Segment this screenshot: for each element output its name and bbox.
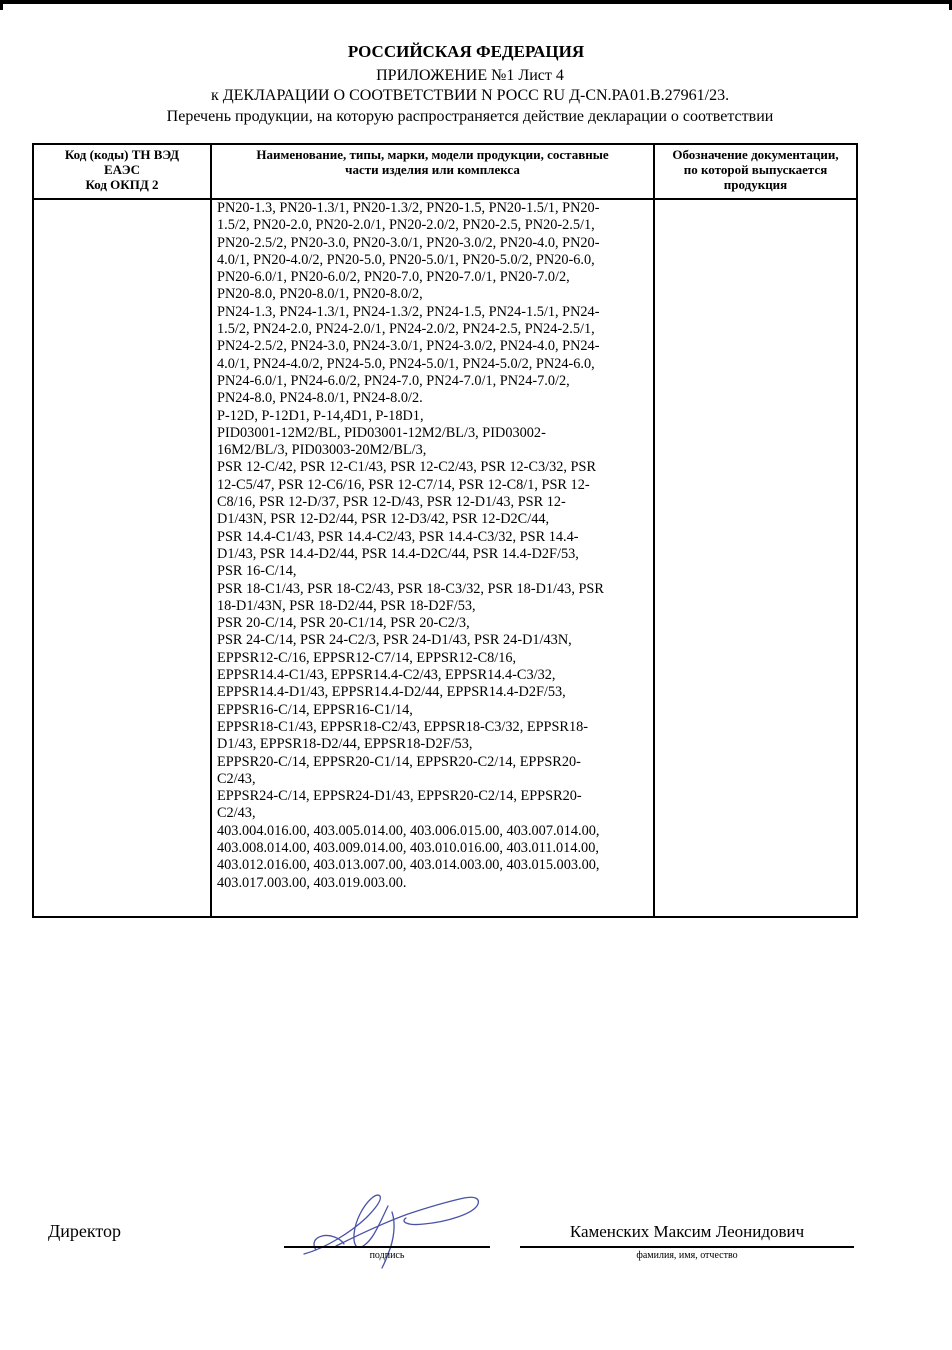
page-top-border bbox=[0, 0, 952, 4]
product-line: 403.008.014.00, 403.009.014.00, 403.010.016.00, 403.011.014.00, bbox=[217, 839, 599, 856]
product-line: PN24-2.5/2, PN24-3.0, PN24-3.0/1, PN24-3.0/2, PN24-4.0, PN24- bbox=[217, 338, 600, 355]
product-line: EPPSR12-C/16, EPPSR12-C7/14, EPPSR12-C8/16, bbox=[217, 649, 517, 666]
signature-caption: подпись bbox=[369, 1250, 405, 1261]
name-caption: фамилия, имя, отчество bbox=[636, 1250, 738, 1261]
header-code bbox=[33, 144, 211, 199]
header-products-line: Наименование, типы, марки, модели продукции, составные bbox=[256, 147, 609, 162]
header-documentation bbox=[654, 144, 857, 199]
product-line: 18-D1/43N, PSR 18-D2/44, PSR 18-D2F/53, bbox=[217, 597, 476, 614]
signer-name: Каменских Максим Леонидович bbox=[569, 1222, 805, 1241]
product-line: 4.0/1, PN20-4.0/2, PN20-5.0, PN20-5.0/1, PN20-5.0/2, PN20-6.0, bbox=[217, 251, 595, 268]
products-cell bbox=[211, 199, 654, 917]
appendix-title: ПРИЛОЖЕНИЕ №1 Лист 4 bbox=[376, 67, 564, 84]
header-documentation-line: по которой выпускается bbox=[683, 162, 828, 177]
list-title: Перечень продукции, на которую распространяется действие декларации о соответствии bbox=[166, 108, 774, 125]
documentation-cell bbox=[654, 199, 857, 917]
header-code-line: Код ОКПД 2 bbox=[85, 177, 159, 192]
header-documentation-line: продукция bbox=[723, 177, 788, 192]
product-line: PSR 18-C1/43, PSR 18-C2/43, PSR 18-C3/32, PSR 18-D1/43, PSR bbox=[217, 580, 604, 597]
product-line: 1.5/2, PN20-2.0, PN20-2.0/1, PN20-2.0/2, PN20-2.5, PN20-2.5/1, bbox=[217, 217, 595, 234]
name-line bbox=[520, 1246, 854, 1248]
product-line: PSR 12-C/42, PSR 12-C1/43, PSR 12-C2/43, PSR 12-C3/32, PSR bbox=[217, 459, 596, 476]
product-line: EPPSR24-C/14, EPPSR24-D1/43, EPPSR20-C2/14, EPPSR20- bbox=[217, 788, 582, 805]
table-row bbox=[33, 199, 857, 917]
product-line: 4.0/1, PN24-4.0/2, PN24-5.0, PN24-5.0/1, PN24-5.0/2, PN24-6.0, bbox=[217, 355, 595, 372]
country-heading: РОССИЙСКАЯ ФЕДЕРАЦИЯ bbox=[347, 42, 585, 61]
product-line: EPPSR18-C1/43, EPPSR18-C2/43, EPPSR18-C3/32, EPPSR18- bbox=[217, 718, 589, 735]
product-line: 403.012.016.00, 403.013.007.00, 403.014.003.00, 403.015.003.00, bbox=[217, 857, 600, 874]
product-line: EPPSR20-C/14, EPPSR20-C1/14, EPPSR20-C2/14, EPPSR20- bbox=[217, 753, 581, 770]
product-line: PN24-8.0, PN24-8.0/1, PN24-8.0/2. bbox=[217, 390, 423, 407]
table-header-row bbox=[33, 144, 857, 199]
product-line: D1/43, EPPSR18-D2/44, EPPSR18-D2F/53, bbox=[217, 736, 473, 753]
product-line: EPPSR16-C/14, EPPSR16-C1/14, bbox=[217, 701, 413, 718]
product-line: PSR 16-C/14, bbox=[217, 563, 297, 580]
signer-role: Директор bbox=[48, 1221, 122, 1241]
header-documentation-line: Обозначение документации, bbox=[672, 147, 839, 162]
header-products-line: части изделия или комплекса bbox=[345, 162, 520, 177]
product-line: D1/43, PSR 14.4-D2/44, PSR 14.4-D2C/44, PSR 14.4-D2F/53, bbox=[217, 545, 579, 562]
header-code-line: Код (коды) ТН ВЭД bbox=[64, 147, 180, 162]
product-line: PN24-1.3, PN24-1.3/1, PN24-1.3/2, PN24-1.5, PN24-1.5/1, PN24- bbox=[217, 303, 600, 320]
header-products bbox=[211, 144, 654, 199]
product-line: PSR 24-C/14, PSR 24-C2/3, PSR 24-D1/43, PSR 24-D1/43N, bbox=[217, 632, 572, 649]
product-line: PSR 14.4-C1/43, PSR 14.4-C2/43, PSR 14.4-C3/32, PSR 14.4- bbox=[217, 528, 579, 545]
product-line: EPPSR14.4-C1/43, EPPSR14.4-C2/43, EPPSR14.4-C3/32, bbox=[217, 667, 556, 684]
signature-line bbox=[284, 1246, 490, 1248]
product-line: 1.5/2, PN24-2.0, PN24-2.0/1, PN24-2.0/2, PN24-2.5, PN24-2.5/1, bbox=[217, 321, 595, 338]
product-line: PSR 20-C/14, PSR 20-C1/14, PSR 20-C2/3, bbox=[217, 615, 470, 632]
product-line: PN20-6.0/1, PN20-6.0/2, PN20-7.0, PN20-7.0/1, PN20-7.0/2, bbox=[217, 269, 570, 286]
product-line: PN20-8.0, PN20-8.0/1, PN20-8.0/2, bbox=[217, 286, 423, 303]
product-line: P-12D, P-12D1, P-14,4D1, P-18D1, bbox=[217, 407, 424, 424]
code-cell bbox=[33, 199, 211, 917]
product-line: PN24-6.0/1, PN24-6.0/2, PN24-7.0, PN24-7.0/1, PN24-7.0/2, bbox=[217, 372, 570, 389]
product-line: 12-C5/47, PSR 12-C6/16, PSR 12-C7/14, PSR 12-C8/1, PSR 12- bbox=[217, 476, 590, 493]
product-line: C2/43, bbox=[217, 770, 256, 787]
product-line: 403.017.003.00, 403.019.003.00. bbox=[217, 874, 407, 891]
product-line: D1/43N, PSR 12-D2/44, PSR 12-D3/42, PSR 12-D2C/44, bbox=[217, 511, 550, 528]
declaration-number: к ДЕКЛАРАЦИИ О СООТВЕТСТВИИ N РОСС RU Д-CN.РА01.В.27961/23. bbox=[210, 87, 730, 104]
products-table bbox=[32, 143, 858, 918]
product-line: PN20-1.3, PN20-1.3/1, PN20-1.3/2, PN20-1.5, PN20-1.5/1, PN20- bbox=[217, 200, 600, 216]
product-line: PID03001-12M2/BL, PID03001-12M2/BL/3, PID03002- bbox=[217, 424, 546, 441]
header-code-line: ЕАЭС bbox=[104, 162, 140, 177]
product-line: 16M2/BL/3, PID03003-20M2/BL/3, bbox=[217, 442, 427, 459]
product-line: EPPSR14.4-D1/43, EPPSR14.4-D2/44, EPPSR14.4-D2F/53, bbox=[217, 684, 566, 701]
product-line: C2/43, bbox=[217, 805, 256, 822]
product-line: 403.004.016.00, 403.005.014.00, 403.006.015.00, 403.007.014.00, bbox=[217, 822, 600, 839]
product-line: C8/16, PSR 12-D/37, PSR 12-D/43, PSR 12-D1/43, PSR 12- bbox=[217, 494, 566, 511]
page-left-border bbox=[0, 0, 3, 10]
product-line: PN20-2.5/2, PN20-3.0, PN20-3.0/1, PN20-3.0/2, PN20-4.0, PN20- bbox=[217, 234, 600, 251]
